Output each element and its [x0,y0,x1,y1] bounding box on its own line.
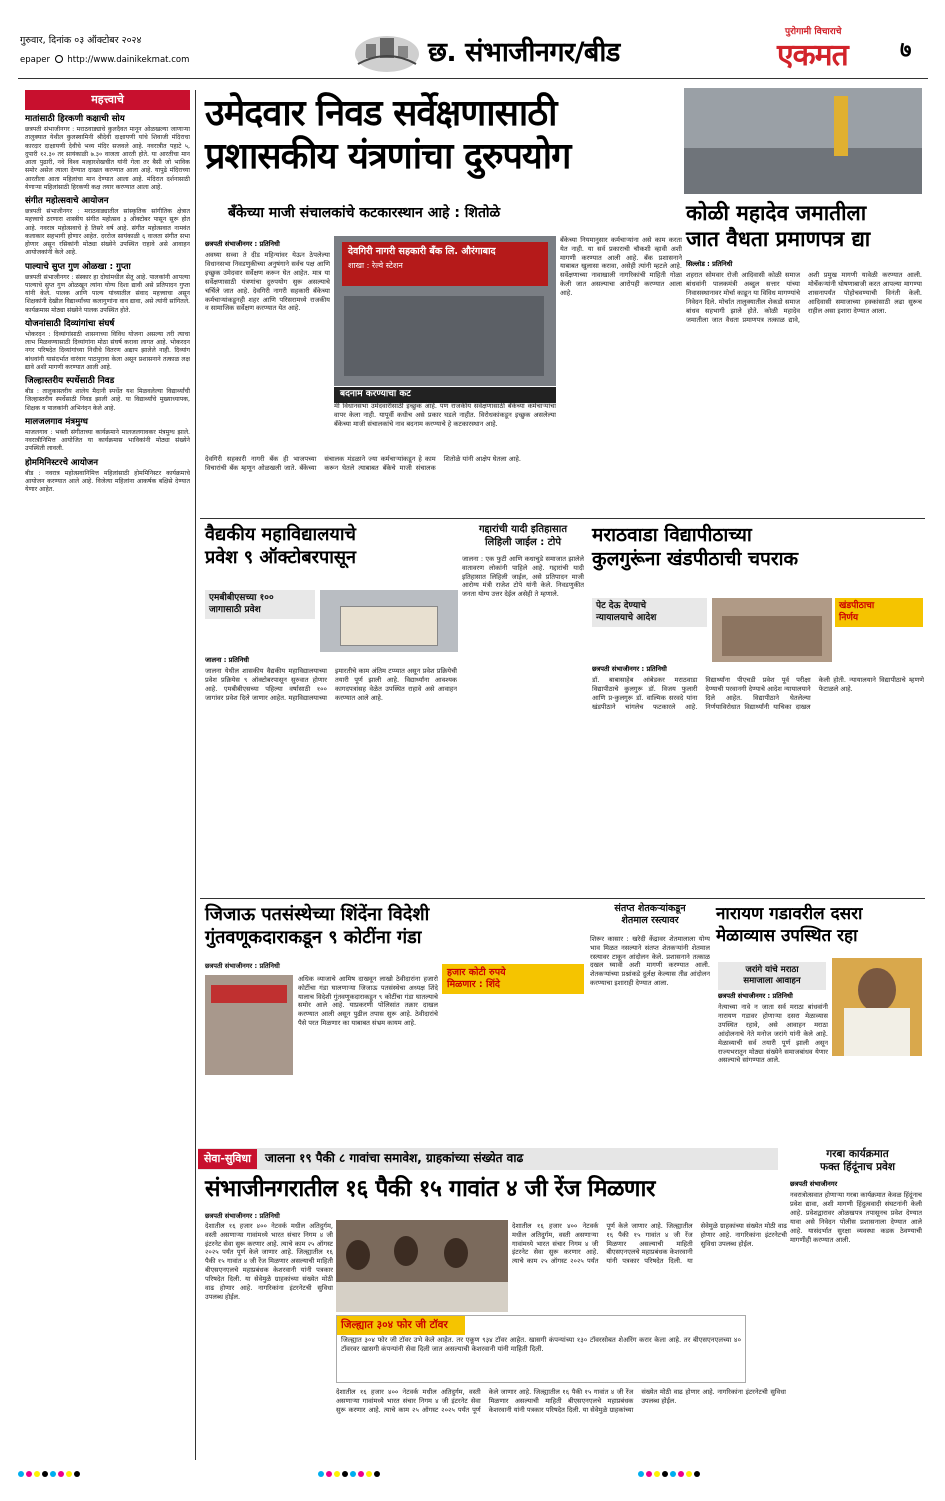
university-body: डॉ. बाबासाहेब आंबेडकर मराठवाडा विद्यापीठाचे कुलगुरू डॉ. विजय फुलारी आणि प्र-कुलगुरू डॉ. वाल्मिक सरवदे यांना खंडपीठाने चांगलेच फटकारले आहे. विद्यार्थ्यांना पीएचडी प्रवेश पूर्व परीक्षा देण्याची परवानगी देण्याचे आदेश न्यायालयाने दिले आहेत. विद्यापीठाने घेतलेल्या निर्णयाविरोधात विद्यार्थ्यांनी याचिका दाखल केली होती. न्यायालयाने विद्यापीठाचे म्हणणे फेटाळले आहे. [592,676,924,711]
sidebar-item-title: होममिनिस्टरचे आयोजन [25,457,99,468]
seva-strip-text: जालना १९ पैकी ८ गावांचा समावेश, ग्राहकांच्या संख्येत वाढ [264,1151,524,1166]
seva-strip [198,1148,778,1170]
lead-body-1: अवघ्या सव्वा ते दीड महिन्यांवर येऊन ठेपलेल्या विधानसभा निवडणुकीच्या अनुषंगाने सर्वच पक्ष आणि इच्छुक उमेदवार सर्वेक्षण करून घेत आहेत. मात्र या सर्वेक्षणासाठी यंत्रणांचा दुरुपयोग सुरू असल्याचे चर्चिले जात आहे. देवगिरी नागरी सहकारी बँकेच्या कर्मचाऱ्यांकडूनही शहर आणि परिसरामध्ये राजकीय व सामाजिक सर्वेक्षण करण्यात येत आहे. [205,251,330,313]
lead-headline-line2: प्रशासकीय यंत्रणांचा दुरुपयोग [205,136,571,178]
registration-bar [18,1464,928,1486]
koli-headline-line2: जात वैधता प्रमाणपत्र द्या [686,227,871,252]
university-side-tag-line1: खंडपीठाचा [839,601,875,611]
shetmal-body-wrap [590,935,710,1140]
sidebar-item-body: माजलगाव : भक्ती संगीताच्या कार्यक्रमाने मालजलगावकर मंत्रमुग्ध झाले. नवरात्रीनिमित्त आयोजित या कार्यक्रमास भाविकांनी मोठ्या संख्येने उपस्थिती लावली. [25,428,190,453]
lead-byline: छत्रपती संभाजीनगर : प्रतिनिधी [205,240,280,248]
masthead-emblem [352,28,422,76]
lead-body-2: देवगिरी सहकारी नागरी बँक ही भाजपच्या विचारांची बँक म्हणून ओळखली जाते. बँकेच्या संचालक मंडळाने ज्या कर्मचाऱ्यांकडून हे काम करून घेतले त्याबाबत बँकेचे माजी संचालक शितोळे यांनी आक्षेप घेतला आहे. [205,455,521,472]
jarange-photo [832,958,922,1056]
brand-tagline: पुरोगामी विचाराचे [785,27,842,37]
jijau-body-wrap [298,975,438,1140]
sidebar-item-body: छत्रपती संभाजीनगर : संस्कार हा दोघांमधील सेतू आहे. पालकांनी आपल्या पाल्याचे सुप्त गुण ओळखून त्यांना योग्य दिशा द्यावी असे प्रतिपादन गुप्ता यांनी केले. पालक आणि पाल्य यांच्यातील संवाद महत्त्वाचा असून शिक्षकांनी देखील विद्यार्थ्यांच्या कलागुणांना वाव द्यावा, असे त्यांनी सांगितले. कार्यक्रमास मोठ्या संख्येने पालक उपस्थित होते. [25,273,190,314]
lead-body-4: बँकेच्या नियमानुसार कर्मचाऱ्यांना असे काम करता येत नाही. या सर्व प्रकाराची चौकशी व्हावी अशी मागणी करण्यात आली आहे. बँक प्रशासनाने याबाबत खुलासा करावा, असेही त्यांनी म्हटले आहे. सर्वेक्षणाच्या नावाखाली नागरिकांची माहिती गोळा केली जात असल्याचा आरोपही करण्यात आला आहे. [560,236,682,297]
shetmal-body: शिरूर कासार : खरेदी केंद्रावर शेतमालाला योग्य भाव मिळत नसल्याने संतप्त शेतकऱ्यांनी शेतमाल रस्त्यावर टाकून आंदोलन केले. प्रशासनाने तत्काळ दखल घ्यावी अशी मागणी करण्यात आली. शेतकऱ्यांच्या प्रश्नांकडे दुर्लक्ष केल्यास तीव्र आंदोलन करण्याचा इशाराही देण्यात आला. [590,935,710,988]
jijau-box [442,964,584,994]
edition-title: छ. संभाजीनगर/बीड [428,37,620,68]
garba-byline: छत्रपती संभाजीनगर [790,1180,838,1188]
shetmal-headline [590,903,710,927]
shetmal-headline-line2: शेतमाल रस्त्यावर [621,915,679,927]
koli-body-wrap [686,260,922,515]
epaper-label: epaper [20,55,50,65]
sidebar-item-title: संगीत महोत्सवाचे आयोजन [25,196,109,207]
tower-body: देशातील १६ हजार ४०० नेटवर्क मधील अतिदुर्गम, वस्ती असणाऱ्या गावांमध्ये भारत संचार निगम ४ जी इंटरनेट सेवा सुरू करणार आहे. त्याचे काम २५ ऑगस्ट २०२५ पर्यंत पूर्ण केले जाणार आहे. जिल्ह्यातील १६ पैकी १५ गावांत ४ जी रेंज मिळणार असल्याची माहिती बीएसएनएलचे महाप्रबंधक केशरवानी यांनी पत्रकार परिषदेत दिली. या सेवेमुळे ग्राहकांच्या संख्येत मोठी वाढ होणार आहे. नागरिकांना इंटरनेटची सुविधा उपलब्ध होईल. [205,1222,333,1301]
tower-headline: संभाजीनगरातील १६ पैकी १५ गावांत ४ जी रेंज मिळणार [205,1176,655,1202]
sidebar-item [25,114,190,192]
lead-col-1 [205,240,330,452]
epaper-line [20,55,189,66]
university-photo [712,598,832,662]
registration-dots-left [18,1471,80,1477]
gaddar-headline-line2: लिहिली जाईल : टोपे [484,536,562,548]
gaddar-body-wrap [462,555,584,895]
tower-body-wrap-right [512,1222,787,1312]
registration-dots-right [638,1471,700,1477]
medical-tag [205,590,315,619]
gaddar-headline [462,524,584,550]
lead-photo-caption: बदनाम करण्याचा कट [334,387,556,403]
lead-headline-line1: उमेदवार निवड सर्वेक्षणासाठी [205,93,557,134]
sidebar-item [25,376,190,413]
bank-photo [334,236,556,386]
gaddar-body: जालना : एक फुटी आणि कधाचुडे समाजात झालेले वातावरण लोकांनी पाहिले आहे. गद्दारांची यादी इतिहासात लिहिली जाईल, असे प्रतिपादन माजी आरोग्य मंत्री राजेश टोपे यांनी केले. निवडणुकीत जनता योग्य उत्तर देईल असेही ते म्हणाले. [462,555,584,599]
seva-strip-label: सेवा-सुविधा [198,1149,257,1169]
tower-box-title: जिल्ह्यात ३०४ फोर जी टॉवर [337,1316,465,1335]
garba-headline-line1: गरबा कार्यक्रमात [826,1148,889,1160]
sidebar-item-title: योजनांसाठी दिव्यांगांचा संघर्ष [25,318,115,329]
dasara-body: नेत्याच्या नावे न जाता सर्व मराठा बांधवांनी नारायण गडावर होणाऱ्या दसरा मेळाव्यास उपस्थित रहावे, असे आवाहन मराठा आंदोलनाचे नेते मनोज जरांगे यांनी केले आहे. मेळाव्याची सर्व तयारी पूर्ण झाली असून राज्यभरातून मोठ्या संख्येने समाजबांधव येणार असल्याचे सांगण्यात आले. [718,1003,828,1065]
university-tag-line1: पेट देऊ देण्याचे [596,601,647,611]
dasara-tag-line2: समाजाला आवाहन [743,975,801,986]
tower-body-right: देशातील १६ हजार ४०० नेटवर्क मधील अतिदुर्गम, वस्ती असणाऱ्या गावांमध्ये भारत संचार निगम ४ जी इंटरनेट सेवा सुरू करणार आहे. त्याचे काम २५ ऑगस्ट २०२५ पर्यंत पूर्ण केले जाणार आहे. जिल्ह्यातील १६ पैकी १५ गावांत ४ जी रेंज मिळणार असल्याची माहिती बीएसएनएलचे महाप्रबंधक केशरवानी यांनी पत्रकार परिषदेत दिली. या सेवेमुळे ग्राहकांच्या संख्येत मोठी वाढ होणार आहे. नागरिकांना इंटरनेटची सुविधा उपलब्ध होईल. [512,1222,787,1266]
medical-headline-line2: प्रवेश ९ ऑक्टोबरपासून [205,546,357,568]
sidebar-item [25,458,190,495]
koli-body: शहरात सोमवार रोजी आदिवासी कोळी समाज बांधवांनी पालकमंत्री अब्दुल सत्तार यांच्या निवासस्थानावर मोर्चा काढून या विविध मागण्यांचे निवेदन दिले. मोर्चात तालुक्यातील शेकडो समाज बांधव सहभागी झाले होते. कोळी महादेव जमातीला जात वैधता प्रमाणपत्र तत्काळ द्यावे, अशी प्रमुख मागणी यावेळी करण्यात आली. मोर्चेकऱ्यांनी घोषणाबाजी करत आपल्या मागण्या शासनापर्यंत पोहोचवण्याची विनंती केली. आदिवासी समाजाच्या हक्कांसाठी लढा सुरूच राहील असा इशारा देण्यात आला. [686,271,922,324]
garba-body: नवरात्रोत्सवात होणाऱ्या गरबा कार्यक्रमात केवळ हिंदूंनाच प्रवेश द्यावा, अशी मागणी हिंदुत्ववादी संघटनांनी केली आहे. प्रवेशद्वारावर ओळखपत्र तपासूनच प्रवेश देण्यात यावा असे निवेदन पोलीस प्रशासनाला देण्यात आले आहे. यासंदर्भात सुरक्षा व्यवस्था कडक ठेवण्याची मागणीही करण्यात आली. [790,1191,922,1244]
jijau-headline [205,903,585,950]
medical-tag-line2: जागासाठी प्रवेश [209,604,261,615]
sidebar-item-body: छत्रपती संभाजीनगर : मराठवाड्याचे कुलदैवत मानून ओळखल्या जाणाऱ्या तालुक्यात येथील कुलस्वामिनी श्रीदेवी दाक्षायणी यांचे शिवाजी मंदिराचा कारदार दाक्षायणी देवीचे भव्य मंदिर सजवले आहे. नवरात्रीत पहाटे ५, दुपारी १२.३० तर सायंकाळी ७.३० वाजता आरती होते. या आरतीचा मान आता पुढारी, नवे विश्व मल्हारशेखचीत यांनी गेला तर बैसी जो भाविक समोर असेल त्याला देण्यात दाखल करण्यात आला आहे. यापुढे मंदिराच्या आरतीला आता महिलांचा मान देण्यात आला आहे. मंदिरात दर्शनासाठी येणाऱ्या महिलांसाठी हिरकणी कक्ष तयार करण्यात आला आहे. [25,126,190,191]
dasara-headline-line2: मेळाव्यास उपस्थित रहा [716,926,858,947]
sidebar-item [25,319,190,372]
garba-headline-line2: फक्त हिंदूंनाच प्रवेश [819,1161,896,1174]
jijau-byline: छत्रपती संभाजीनगर : प्रतिनिधी [205,962,280,970]
dasara-tag [718,962,826,990]
lead-headline [205,92,675,178]
jijau-body-wrap-2 [205,1078,295,1140]
dasara-tag-line1: जरांगे यांचे मराठा [745,965,799,975]
lead-col-2 [205,455,555,515]
bank-sign-branch: शाखा : रेल्वे स्टेशन [348,261,403,271]
medical-body: जालना येथील शासकीय वैद्यकीय महाविद्यालयाच्या प्रवेश प्रक्रियेस ९ ऑक्टोबरपासून सुरुवात होणार आहे. एमबीबीएसच्या पहिल्या वर्षासाठी १०० जागांवर प्रवेश दिले जाणार आहेत. महाविद्यालयाच्या इमारतीचे काम अंतिम टप्प्यात असून प्रवेश प्रक्रियेची तयारी पूर्ण झाली आहे. विद्यार्थ्यांना आवश्यक कागदपत्रांसह वेळेत उपस्थित राहावे असे आवाहन करण्यात आले आहे. [205,667,457,702]
masthead [0,0,945,82]
sidebar-item-body: भोकरदन : दिव्यांगांसाठी शासनाच्या विविध योजना असल्या तरी त्याचा लाभ मिळवण्यासाठी दिव्यांगांना मोठा संघर्ष करावा लागत आहे. भोकरदन नगर परिषदेत दिव्यांगांच्या निधीचे वितरण अद्याप झालेले नाही. दिव्यांग बांधवांनी यासंदर्भात वारंवार पाठपुरावा केला असून प्रशासनाने तत्काळ लक्ष द्यावे अशी मागणी करण्यात आली आहे. [25,330,190,371]
medical-headline-line1: वैद्यकीय महाविद्यालयाचे [205,524,356,545]
koli-headline-line1: कोळी महादेव जमातीला [686,201,867,225]
tower-box-body: जिल्ह्यात ३०४ फोर जी टॉवर उभे केले आहेत. तर एकूण ९३४ टॉवर आहेत. खासगी कंपन्यांच्या १३० टॉवरसोबत शेअरिंग करार केला आहे. तर बीएसएनएलच्या ४० टॉवरवर खासगी कंपन्यांनी सेवा दिली जात असल्याची केशरवानी यांनी माहिती दिली. [341,1336,741,1354]
website-link[interactable]: http://www.dainikekmat.com [67,55,190,65]
medical-headline [205,524,455,569]
dasara-byline: छत्रपती संभाजीनगर : प्रतिनिधी [718,992,793,1000]
date-line: गुरुवार, दिनांक ०३ ऑक्टोबर २०२४ [20,35,142,46]
medical-college-photo [320,590,458,652]
lead-subhead: बँकेच्या माजी संचालकांचे कटकारस्थान आहे : शितोळे [228,205,501,221]
dasara-body-wrap [718,992,828,1140]
sidebar-header: महत्त्वाचे [25,90,190,110]
jijau-building-photo [205,975,293,1075]
koli-byline: सिल्लोड : प्रतिनिधी [686,260,733,268]
jijau-headline-line2: गुंतवणूकदाराकडून ९ कोटींना गंडा [205,927,422,949]
tower-byline: छत्रपती संभाजीनगर : प्रतिनिधी [205,1212,280,1220]
sidebar-item-body: बीड : तालुकास्तरीय शालेय मैदानी स्पर्धेत यश मिळवलेल्या विद्यार्थ्यांची जिल्हास्तरीय स्पर्धेसाठी निवड झाली आहे. या विद्यार्थ्यांचे मुख्याध्यापक, शिक्षक व पालकांनी अभिनंदन केले आहे. [25,388,190,412]
jijau-body: अधिक व्याजाचे आमिष दाखवून लाखो ठेवीदारांना हजारो कोटींचा गंडा घालणाऱ्या जिजाऊ पतसंस्थेचा अध्यक्ष शिंदे यालाच विदेशी गुंतवणूकदाराकडून ९ कोटींचा गंडा घातल्याचे समोर आले आहे. याप्रकरणी पोलिसांत तक्रार दाखल करण्यात आली असून पुढील तपास सुरू आहे. ठेवीदारांचे पैसे परत मिळणार का याबाबत संभ्रम कायम आहे. [298,975,438,1028]
bank-signboard [342,242,548,286]
tower-body-wrap [205,1222,333,1458]
garba-headline [790,1148,925,1175]
tower-body-bottom: देशातील १६ हजार ४०० नेटवर्क मधील अतिदुर्गम, वस्ती असणाऱ्या गावांमध्ये भारत संचार निगम ४ जी इंटरनेट सेवा सुरू करणार आहे. त्याचे काम २५ ऑगस्ट २०२५ पर्यंत पूर्ण केले जाणार आहे. जिल्ह्यातील १६ पैकी १५ गावांत ४ जी रेंज मिळणार असल्याची माहिती बीएसएनएलचे महाप्रबंधक केशरवानी यांनी पत्रकार परिषदेत दिली. या सेवेमुळे ग्राहकांच्या संख्येत मोठी वाढ होणार आहे. नागरिकांना इंटरनेटची सुविधा उपलब्ध होईल. [336,1388,786,1414]
registration-dots-mid [318,1471,380,1477]
university-byline: छत्रपती संभाजीनगर : प्रतिनिधी [592,665,667,673]
sidebar-item-title: पाल्याचे सुप्त गुण ओळखा : गुप्ता [25,261,131,272]
globe-icon [55,55,63,63]
sidebar-item [25,196,190,258]
medical-tag-line1: एमबीबीएसच्या १०० [209,593,274,603]
brand-logo [755,27,903,79]
lead-body-3: मी विधानसभा उमेदवारीसाठी इच्छुक आहे. पण राजकीय सर्वेक्षणासाठी बँकेच्या कर्मचाऱ्यांचा वापर केला नाही. यापूर्वी कधीच असे प्रकार घडले नाहीत. विरोधकांकडून इच्छुक असलेल्या बँकेच्या माजी संचालकांचे नाव बदनाम करण्याचे हे कटकारस्थान आहे. [334,402,556,428]
tower-body-wrap-bottom [336,1388,786,1458]
jijau-box-line1: हजार कोटी रुपये [447,967,506,978]
sidebar-item-body: बीड : नवरात्र महोत्सवानिमित्त महिलांसाठी होममिनिस्टर कार्यक्रमाचे आयोजन करण्यात आले आहे. विजेत्या महिलांना आकर्षक बक्षिसे देण्यात येणार आहेत. [25,469,190,494]
gaddar-headline-line1: गद्दारांची यादी इतिहासात [478,524,568,535]
sidebar-item [25,417,190,454]
jijau-headline-line1: जिजाऊ पतसंस्थेच्या शिंदेंना विदेशी [205,904,430,925]
page-number: ७ [900,38,912,63]
garba-body-wrap [790,1180,922,1458]
dasara-headline-line1: नारायण गडावरील दसरा [716,904,863,924]
dasara-headline [716,903,928,947]
university-tag-line2: न्यायालयाचे आदेश [596,612,657,623]
sidebar-item-title: जिल्हास्तरीय स्पर्धेसाठी निवड [25,376,115,387]
university-headline-line2: कुलगुरूंना खंडपीठाची चपराक [592,547,799,570]
university-headline [592,524,927,572]
jijau-box-line2: मिळणार : शिंदे [447,979,500,991]
sidebar-item [25,262,190,315]
sidebar-item-title: मालजलगाव मंत्रमुग्ध [25,416,88,427]
medical-body-wrap [205,656,457,894]
rally-photo [684,88,922,194]
shetmal-headline-line1: संतप्त शेतकऱ्यांकडून [614,903,686,914]
sidebar-item-body: छत्रपती संभाजीनगर : मराठवाड्यातील सांस्कृतिक सांगीतिक क्षेत्रात महत्त्वाचे ठरणारा शास्त्रीय संगीत महोत्सव ३ ऑक्टोबर पासून सुरू होत आहे. नवरात्र महोत्सवाचे हे तिसरे वर्ष आहे. संगीत महोत्सवात नामवंत कलाकार सहभागी होणार आहेत. दररोज सायंकाळी ६ वाजता संगीत सभा होणार असून रसिकांनी मोठ्या संख्येने उपस्थित राहावे असे आवाहन आयोजकांनी केले आहे. [25,208,190,257]
university-side-tag-line2: निर्णय [839,612,859,623]
brand-name: एकमत [777,38,848,73]
lead-col-4 [560,236,682,452]
press-conference-photo [336,1220,508,1312]
tower-box [336,1315,746,1383]
sidebar-item-title: मातांसाठी हिरकणी कक्षाची सोय [25,114,125,125]
university-tag [592,598,707,627]
university-body-wrap [592,665,924,895]
koli-headline [686,200,926,253]
university-headline-line1: मराठवाडा विद्यापीठाच्या [592,524,752,546]
sidebar [25,90,190,1455]
bank-sign-name: देवगिरी नागरी सहकारी बँक लि. औरंगाबाद [348,246,496,257]
university-side-tag [835,598,923,627]
medical-byline: जालना : प्रतिनिधी [205,656,250,664]
